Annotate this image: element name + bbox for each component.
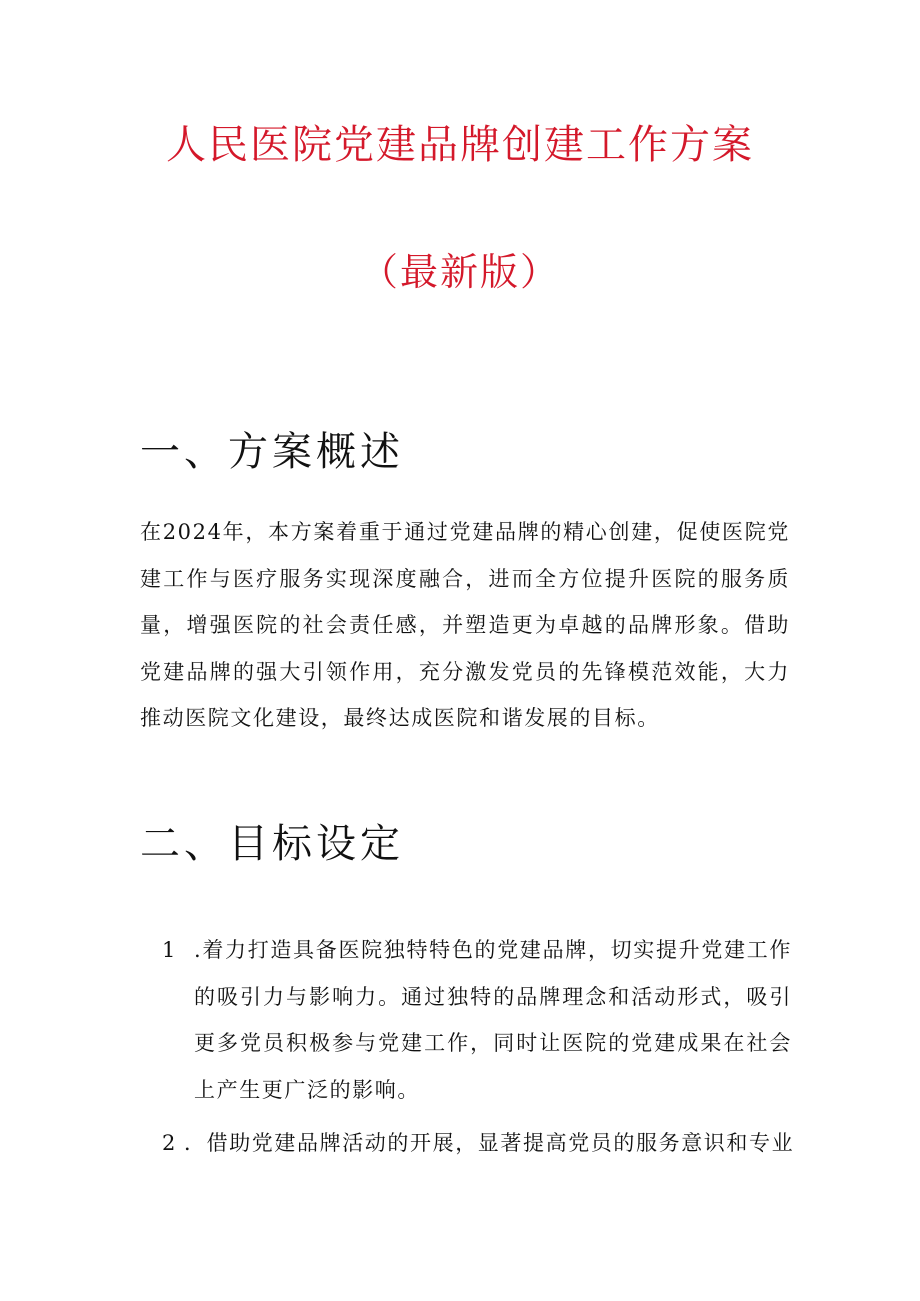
goal-item-number: 2 [162,1131,177,1155]
goal-item-text: .着力打造具备医院独特特色的党建品牌，切实提升党建工作的吸引力与影响力。通过独特的品牌理念和活动形式，吸引更多党员积极参与党建工作，同时让医院的党建成果在社会上产生更广泛的影响。 [194,938,792,1102]
goal-item-number: 1 [162,938,177,962]
goal-item-text: ．借助党建品牌活动的开展，显著提高党员的服务意识和专业 [184,1131,795,1155]
goal-list-item-1 [162,927,792,1113]
document-title: 人民医院党建品牌创建工作方案 [166,122,754,168]
goal-list-item-2 [162,1120,802,1167]
section-heading-goals: 二、目标设定 [140,821,404,867]
section-paragraph-overview: 在2024年，本方案着重于通过党建品牌的精心创建，促使医院党建工作与医疗服务实现深度融合，进而全方位提升医院的服务质量，增强医院的社会责任感，并塑造更为卓越的品牌形象。借助党建品牌的强大引领作用，充分激发党员的先锋模范效能，大力推动医院文化建设，最终达成医院和谐发展的目标。 [140,520,790,730]
section-heading-overview: 一、方案概述 [140,429,404,475]
document-subtitle: （最新版） [359,250,560,294]
